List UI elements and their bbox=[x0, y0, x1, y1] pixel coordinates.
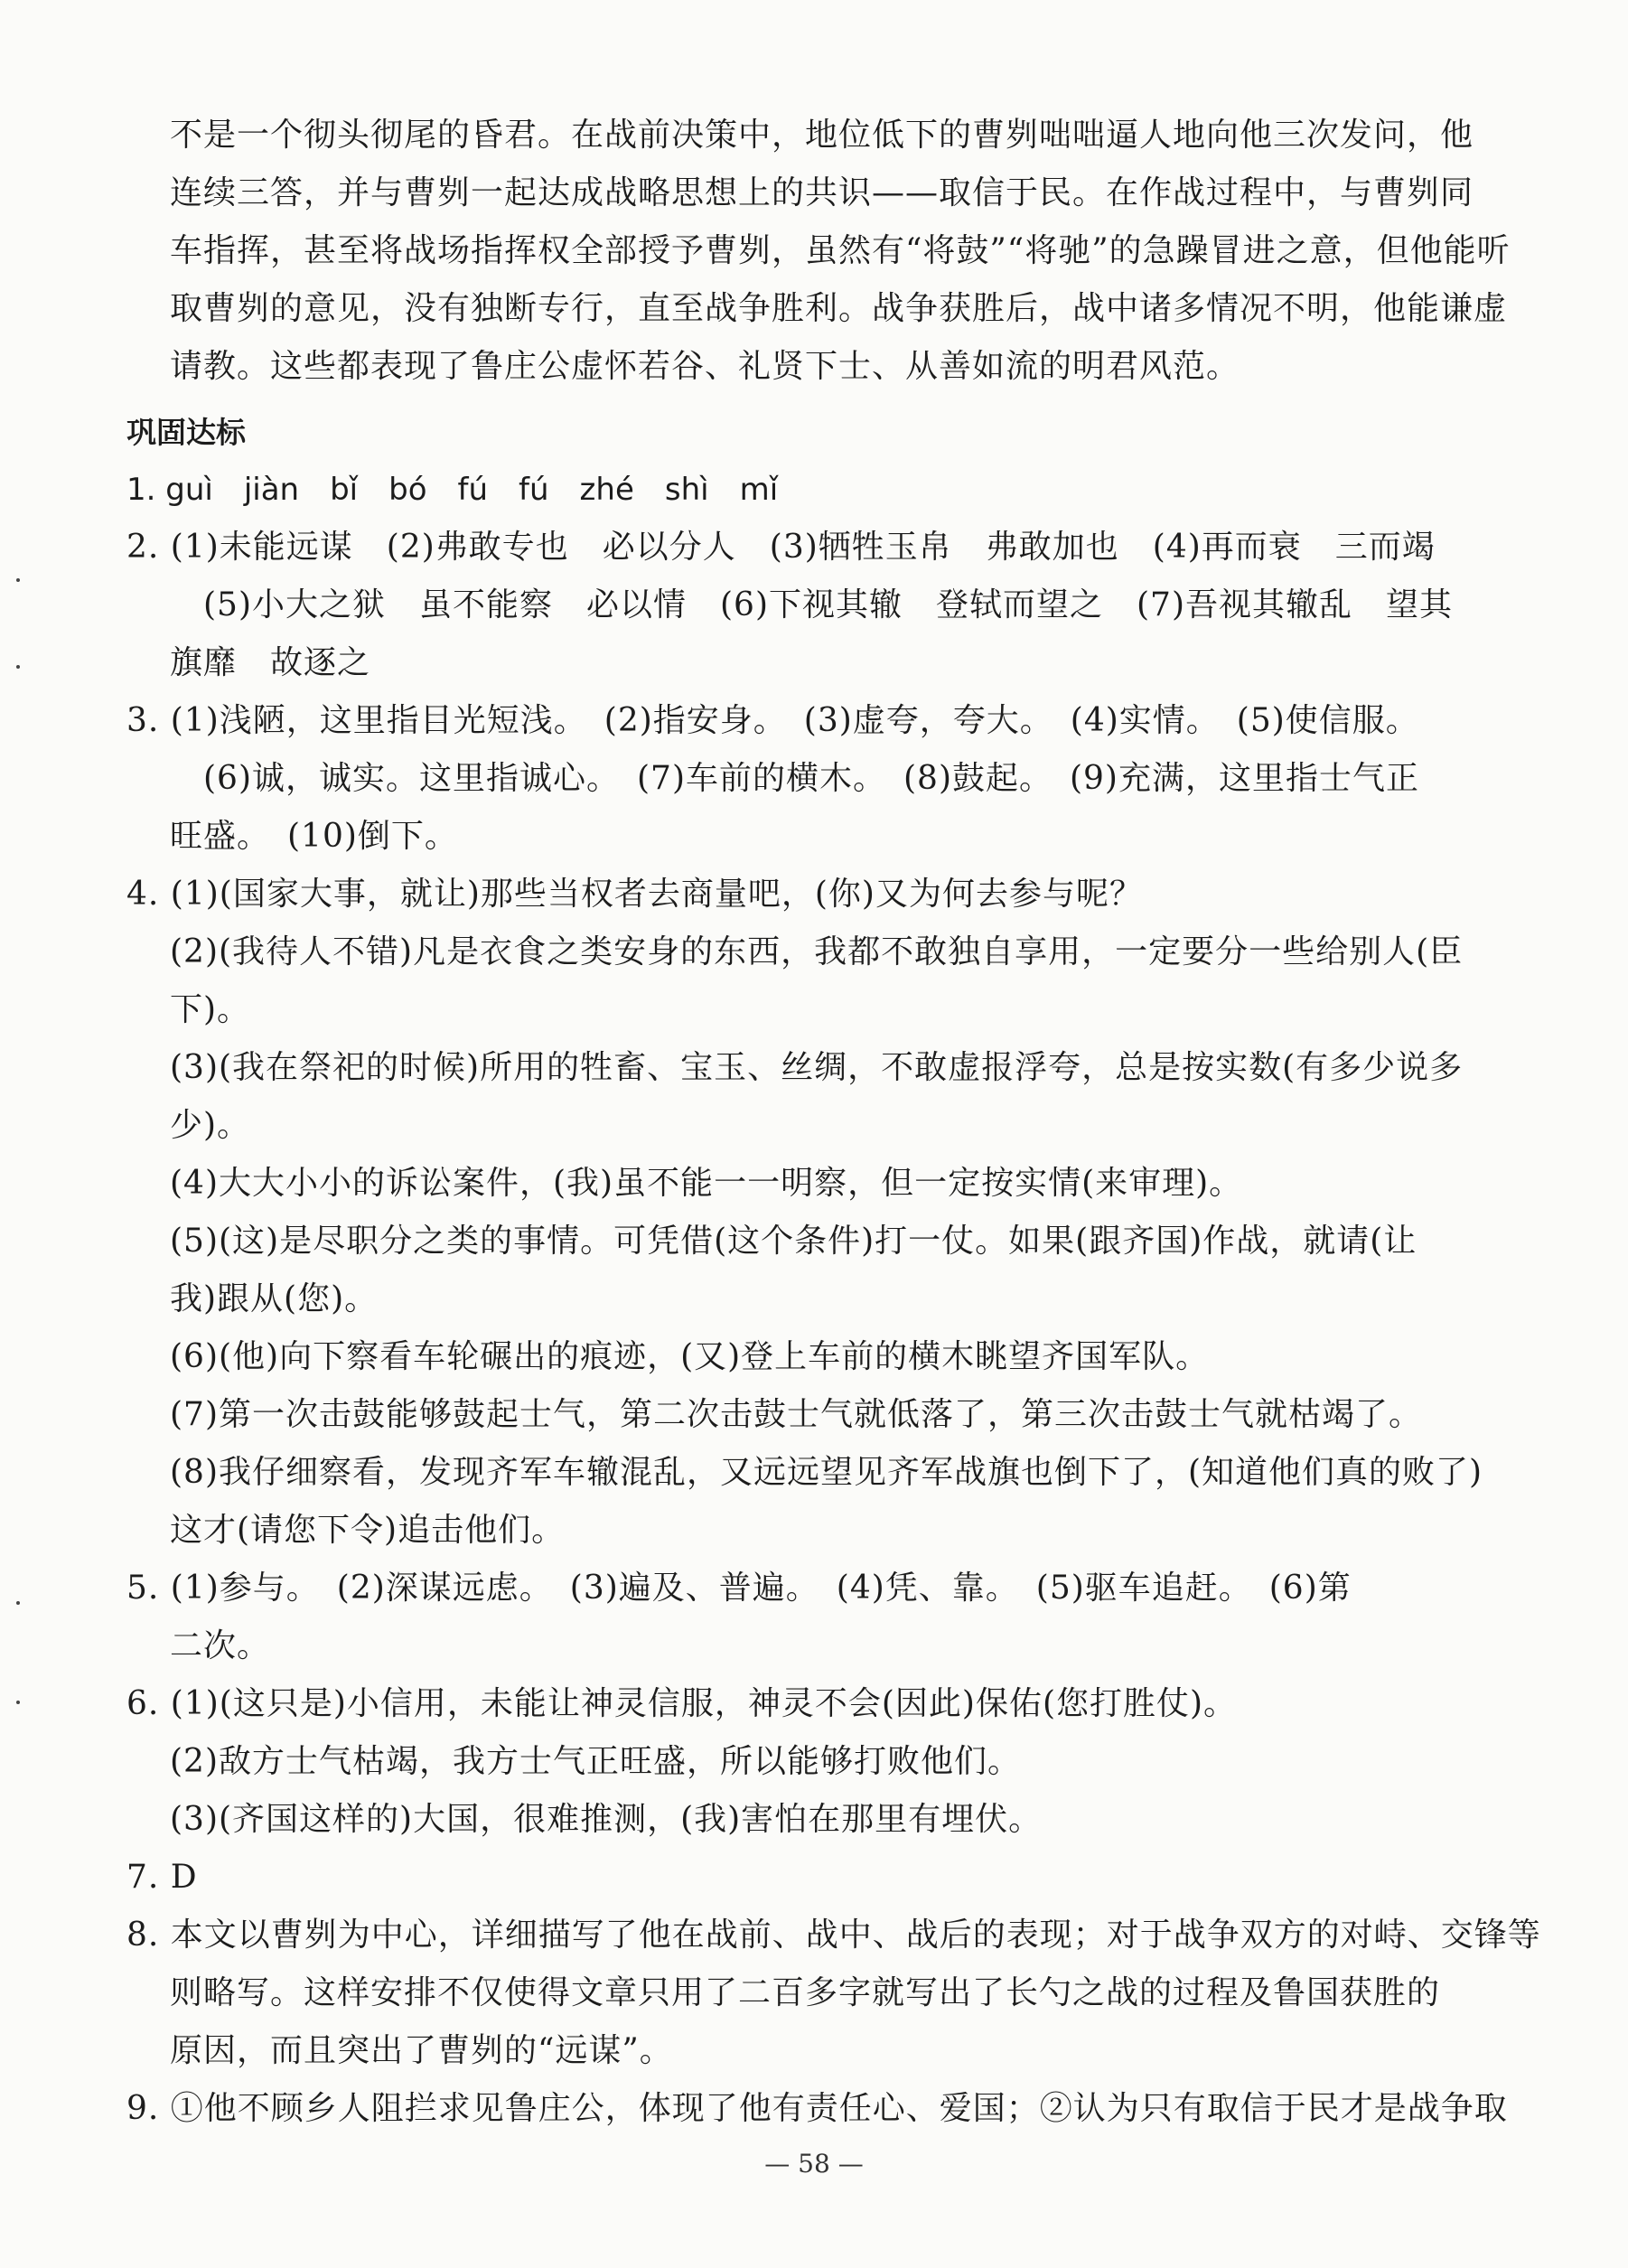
margin-dot bbox=[16, 1601, 20, 1605]
answer-line: (3)(齐国这样的)大国，很难推测，(我)害怕在那里有埋伏。 bbox=[170, 1801, 1043, 1838]
answer-line: (2)敌方士气枯竭，我方士气正旺盛，所以能够打败他们。 bbox=[170, 1743, 1021, 1780]
answer-line: 旺盛。 (10)倒下。 bbox=[170, 818, 458, 855]
answer-line: 二次。 bbox=[170, 1627, 271, 1664]
answer-line: 3. (1)浅陋，这里指目光短浅。 (2)指安身。 (3)虚夸，夸大。 (4)实情。 (5)使信服。 bbox=[126, 702, 1419, 739]
answer-line: 少)。 bbox=[170, 1107, 251, 1144]
answer-line: 下)。 bbox=[170, 991, 251, 1028]
intro-line: 连续三答，并与曹刿一起达成战略思想上的共识——取信于民。在作战过程中，与曹刿同 bbox=[170, 174, 1474, 211]
page-number: — 58 — bbox=[764, 2149, 864, 2179]
answer-line: (2)(我待人不错)凡是衣食之类安身的东西，我都不敢独自享用，一定要分一些给别人(臣 bbox=[170, 933, 1464, 970]
intro-line: 车指挥，甚至将战场指挥权全部授予曹刿，虽然有“将鼓”“将驰”的急躁冒进之意，但他能听 bbox=[170, 232, 1511, 269]
answer-line: (6)(他)向下察看车轮碾出的痕迹，(又)登上车前的横木眺望齐国军队。 bbox=[170, 1338, 1210, 1375]
answer-item-3 bbox=[126, 692, 1518, 866]
intro-paragraph bbox=[126, 107, 1518, 396]
answer-line: 5. (1)参与。 (2)深谋远虑。 (3)遍及、普遍。 (4)凭、靠。 (5)驱车追赶。 (6)第 bbox=[126, 1570, 1352, 1607]
answer-line: (8)我仔细察看，发现齐军车辙混乱，又远远望见齐军战旗也倒下了，(知道他们真的败了) bbox=[170, 1454, 1483, 1491]
answer-line: 原因，而且突出了曹刿的“远谋”。 bbox=[170, 2032, 673, 2069]
answer-line: 7. D bbox=[126, 1859, 198, 1896]
answer-line: (4)大大小小的诉讼案件，(我)虽不能一一明察，但一定按实情(来审理)。 bbox=[170, 1165, 1243, 1202]
answer-line: 6. (1)(这只是)小信用，未能让神灵信服，神灵不会(因此)保佑(您打胜仗)。 bbox=[126, 1685, 1238, 1722]
answer-item-6 bbox=[126, 1675, 1518, 1849]
answer-line: 我)跟从(您)。 bbox=[170, 1280, 379, 1317]
margin-dot bbox=[16, 665, 20, 669]
answer-item-2 bbox=[126, 519, 1518, 692]
answer-line: 这才(请您下令)追击他们。 bbox=[170, 1512, 566, 1549]
answer-line: 1. guì jiàn bǐ bó fú fú zhé shì mǐ bbox=[126, 472, 779, 508]
answer-item-5 bbox=[126, 1560, 1518, 1675]
answer-item-1 bbox=[126, 461, 1518, 519]
answer-item-4 bbox=[126, 866, 1518, 1560]
answer-line: 旗靡 故逐之 bbox=[170, 644, 371, 681]
answer-item-7 bbox=[126, 1849, 1518, 1907]
answer-line: 8. 本文以曹刿为中心，详细描写了他在战前、战中、战后的表现；对于战争双方的对峙、交锋等 bbox=[126, 1917, 1541, 1954]
answer-line: 9. ①他不顾乡人阻拦求见鲁庄公，体现了他有责任心、爱国；②认为只有取信于民才是战争取 bbox=[126, 2090, 1508, 2127]
answer-line: 4. (1)(国家大事，就让)那些当权者去商量吧，(你)又为何去参与呢？ bbox=[126, 876, 1143, 913]
answer-line: 则略写。这样安排不仅使得文章只用了二百多字就写出了长勺之战的过程及鲁国获胜的 bbox=[170, 1974, 1441, 2011]
answer-line: (7)第一次击鼓能够鼓起士气，第二次击鼓士气就低落了，第三次击鼓士气就枯竭了。 bbox=[170, 1396, 1422, 1433]
answer-line: (5)(这)是尽职分之类的事情。可凭借(这个条件)打一仗。如果(跟齐国)作战，就请(让 bbox=[170, 1223, 1417, 1260]
answer-item-9 bbox=[126, 2080, 1518, 2138]
intro-line: 不是一个彻头彻尾的昏君。在战前决策中，地位低下的曹刿咄咄逼人地向他三次发问，他 bbox=[170, 117, 1474, 154]
section bbox=[126, 405, 1541, 2138]
answer-line: (6)诚，诚实。这里指诚心。 (7)车前的横木。 (8)鼓起。 (9)充满，这里指士气正 bbox=[203, 760, 1419, 797]
answer-line: (5)小大之狱 虽不能察 必以情 (6)下视其辙 登轼而望之 (7)吾视其辙乱 望其 bbox=[203, 586, 1453, 623]
answer-item-8 bbox=[126, 1907, 1541, 2080]
section-heading: 巩固达标 bbox=[126, 415, 246, 450]
intro-line: 取曹刿的意见，没有独断专行，直至战争胜利。战争获胜后，战中诸多情况不明，他能谦虚 bbox=[170, 290, 1508, 327]
answer-line: 2. (1)未能远谋 (2)弗敢专也 必以分人 (3)牺牲玉帛 弗敢加也 (4)再而衰 三而竭 bbox=[126, 529, 1436, 566]
answer-line: (3)(我在祭祀的时候)所用的牲畜、宝玉、丝绸，不敢虚报浮夸，总是按实数(有多少说多 bbox=[170, 1049, 1464, 1086]
margin-dot bbox=[16, 1701, 20, 1704]
margin-dot bbox=[16, 578, 20, 582]
intro-line: 请教。这些都表现了鲁庄公虚怀若谷、礼贤下士、从善如流的明君风范。 bbox=[170, 348, 1240, 385]
